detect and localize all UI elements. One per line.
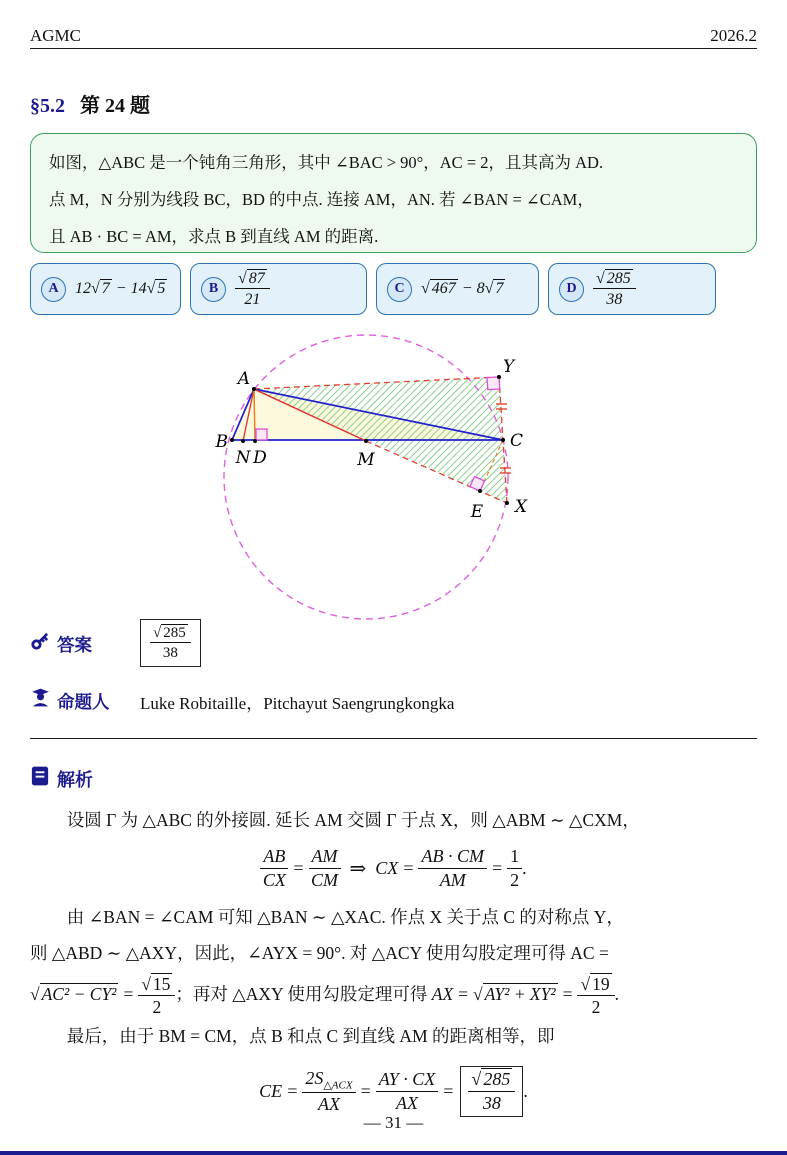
solution-paragraph: 最后，由于 BM = CM，点 B 和点 C 到直线 AM 的距离相等，即 <box>66 1026 555 1047</box>
equals-sign: = <box>293 858 304 879</box>
radical <box>147 279 168 297</box>
point-label-x: X <box>515 497 528 517</box>
radical <box>596 269 633 287</box>
fraction-numerator <box>235 269 270 289</box>
point-label-c: C <box>510 431 524 451</box>
radical <box>91 279 112 297</box>
fraction <box>418 846 487 891</box>
radicand: 285 <box>163 625 186 641</box>
fraction <box>468 1069 515 1114</box>
fraction-numerator <box>593 269 636 289</box>
math-fragment: 2S <box>305 1067 324 1088</box>
choice-c-text <box>421 280 505 298</box>
fraction-denominator: 21 <box>244 291 261 308</box>
choices-row <box>30 263 716 315</box>
section-number: §5.2 <box>30 95 65 117</box>
radicand: AC² − CY² <box>41 984 117 1005</box>
fraction-denominator: 2 <box>591 997 601 1018</box>
radicand: 15 <box>152 974 171 995</box>
radical <box>238 269 267 287</box>
sqrt-sign: √ <box>146 280 156 297</box>
solution-paragraph: 则 △ABD ∼ △AXY，因此，∠AYX = 90°. 对 △ACY 使用勾股定理可得 AC = <box>30 943 609 964</box>
sqrt-sign: √ <box>473 984 483 1005</box>
header-right: 2026.2 <box>710 26 757 45</box>
fraction-denominator: 2 <box>152 997 162 1018</box>
point-label-m: M <box>357 450 375 470</box>
implies-arrow: ⇒ <box>349 858 367 881</box>
fraction <box>302 1068 355 1116</box>
proposer-icon <box>31 688 50 707</box>
subscript: △ACX <box>323 1079 353 1092</box>
radicand: 285 <box>483 1069 511 1090</box>
fraction-denominator: AX <box>317 1094 340 1115</box>
page-number: — 31 — <box>363 1113 424 1132</box>
book-icon <box>31 766 49 786</box>
math-fragment: − 14 <box>111 280 147 297</box>
right-angle-marker-y <box>487 377 500 390</box>
fraction <box>593 269 636 309</box>
radicand: 285 <box>606 269 631 287</box>
point-label-n: N <box>235 448 251 468</box>
sqrt-sign: √ <box>238 269 247 287</box>
header-left: AGMC <box>30 26 82 45</box>
choice-c-letter-badge: C <box>387 277 412 302</box>
fraction <box>260 846 288 891</box>
section-heading <box>30 89 150 118</box>
fraction <box>577 974 614 1018</box>
problem-line: 点 M，N 分别为线段 BC，BD 的中点. 连接 AM，AN. 若 ∠BAN = ∠CAM， <box>49 190 594 209</box>
period: . <box>614 984 619 1005</box>
fraction-numerator <box>150 624 191 643</box>
radical <box>30 983 118 1004</box>
equals-sign: = <box>403 858 414 879</box>
period: . <box>522 858 527 879</box>
fraction <box>138 974 175 1018</box>
problem-line: 如图，△ABC 是一个钝角三角形，其中 ∠BAC > 90°，AC = 2，且其高为 AD. <box>49 153 604 172</box>
sqrt-sign: √ <box>580 974 591 995</box>
math-fragment: − 8 <box>457 280 485 297</box>
point-label-d: D <box>253 448 267 468</box>
sqrt-sign: √ <box>30 984 40 1005</box>
fraction-denominator: AX <box>396 1092 418 1113</box>
equals-sign: = <box>458 984 469 1005</box>
choice-b <box>190 263 367 315</box>
fraction-numerator: 1 <box>507 846 522 869</box>
display-formula-1 <box>30 846 757 891</box>
text-fragment: ；再对 △AXY 使用勾股定理可得 <box>175 984 432 1005</box>
fraction <box>376 1069 439 1114</box>
section-title: 第 24 题 <box>80 95 150 117</box>
solution-paragraph: 设圆 Γ 为 △ABC 的外接圆. 延长 AM 交圆 Γ 于点 X，则 △ABM ∼ △CXM， <box>66 810 640 830</box>
radicand: 7 <box>495 280 504 297</box>
radical <box>471 1068 512 1089</box>
bottom-page-border <box>0 1151 787 1155</box>
radical <box>153 624 188 641</box>
key-icon <box>31 631 50 650</box>
math-fragment: CE <box>259 1081 283 1102</box>
sqrt-sign: √ <box>91 280 100 297</box>
fraction-numerator: AM <box>309 846 341 869</box>
equals-sign: = <box>562 984 573 1005</box>
solution-paragraph: 由 ∠BAN = ∠CAM 可知 △BAN ∼ △XAC. 作点 X 关于点 C 的对称点 Y， <box>66 907 624 928</box>
choice-d-text <box>593 269 636 309</box>
radical <box>580 973 611 994</box>
fraction-denominator: 38 <box>162 645 178 661</box>
point-label-a: A <box>237 369 250 389</box>
radical <box>141 973 172 994</box>
equals-sign: = <box>123 984 134 1005</box>
fraction-numerator: AY · CX <box>376 1069 439 1092</box>
choice-c <box>376 263 539 315</box>
section-divider <box>30 738 757 739</box>
radicand: 87 <box>248 269 265 287</box>
right-angle-marker-d <box>256 429 267 440</box>
sqrt-sign: √ <box>421 280 430 297</box>
fraction-numerator <box>138 974 175 996</box>
choice-a-letter-badge: A <box>41 277 66 302</box>
math-fragment: CX <box>375 858 399 879</box>
sqrt-sign: √ <box>596 269 605 287</box>
header-rule <box>30 48 757 49</box>
fraction-numerator <box>302 1068 355 1094</box>
radicand: 467 <box>431 280 456 297</box>
fraction-numerator <box>577 974 614 996</box>
sqrt-sign: √ <box>141 974 151 995</box>
choice-a-text <box>75 280 167 298</box>
fraction-denominator: 38 <box>606 291 623 308</box>
fraction-denominator: CX <box>262 869 286 890</box>
problem-statement-box <box>30 133 757 253</box>
fraction <box>235 269 270 309</box>
equals-sign: = <box>287 1081 298 1102</box>
choice-d <box>548 263 716 315</box>
equals-sign: = <box>491 858 503 879</box>
answer-label: 答案 <box>57 635 92 655</box>
sqrt-sign: √ <box>471 1069 482 1090</box>
sqrt-sign: √ <box>484 280 494 297</box>
sqrt-sign: √ <box>153 625 162 641</box>
period: . <box>523 1081 528 1102</box>
fraction <box>507 846 522 891</box>
fraction-denominator: CM <box>311 869 339 890</box>
geometry-diagram <box>180 330 620 622</box>
fraction <box>309 846 341 891</box>
radicand: 5 <box>157 280 166 297</box>
radical <box>421 279 458 297</box>
solution-heading: 解析 <box>57 770 93 790</box>
radicand: 19 <box>592 974 610 995</box>
answer-value-box <box>140 619 201 667</box>
choice-b-text <box>235 269 270 309</box>
point-label-e: E <box>470 502 484 522</box>
proposer-names: Luke Robitaille，Pitchayut Saengrungkongka <box>140 694 455 713</box>
fraction-numerator: AB <box>260 846 288 869</box>
choice-b-letter-badge: B <box>201 277 226 302</box>
solution-body <box>30 802 757 1125</box>
point-label-b: B <box>215 432 228 452</box>
fraction-denominator: 2 <box>510 869 520 890</box>
fraction-denominator: 38 <box>482 1092 501 1113</box>
radicand: 7 <box>101 280 110 297</box>
display-formula-2 <box>30 1066 757 1117</box>
fraction-numerator <box>468 1069 515 1092</box>
choice-a <box>30 263 181 315</box>
problem-line: 且 AB · BC = AM，求点 B 到直线 AM 的距离. <box>49 227 379 246</box>
fraction-denominator: AM <box>439 869 466 890</box>
math-fragment: 12 <box>75 280 91 297</box>
radical <box>485 279 506 297</box>
choice-d-letter-badge: D <box>559 277 584 302</box>
altitude-ad <box>254 389 255 441</box>
equals-sign: = <box>360 1081 371 1102</box>
proposer-label: 命题人 <box>57 692 110 712</box>
radical <box>473 983 558 1004</box>
boxed-answer <box>460 1066 523 1117</box>
radicand: AY² + XY² <box>484 984 556 1005</box>
math-fragment: AX <box>431 984 454 1005</box>
solution-paragraph-math <box>30 971 757 1018</box>
equals-sign: = <box>443 1081 454 1102</box>
fraction <box>150 624 191 662</box>
point-label-y: Y <box>503 357 515 377</box>
fraction-numerator: AB · CM <box>418 846 487 869</box>
